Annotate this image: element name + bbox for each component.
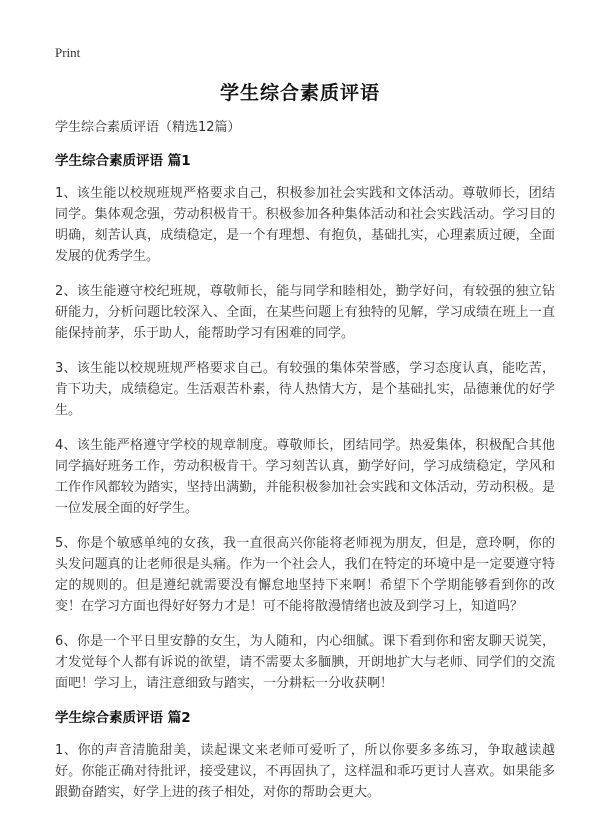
paragraph: 2、该生能遵守校纪班规，尊敬师长，能与同学和睦相处，勤学好问，有较强的独立钻研能力，分析问题比较深入、全面，在某些问题上有独特的见解，学习成绩在班上一直能保持前茅，乐于助人，能帮助学习有困难的同学。 <box>55 284 555 341</box>
print-link[interactable]: Print <box>55 45 81 60</box>
paragraph: 4、该生能严格遵守学校的规章制度。尊敬师长，团结同学。热爱集体，积极配合其他同学搞好班务工作，劳动积极肯干。学习刻苦认真，勤学好问，学习成绩稳定，学风和工作作风都较为踏实，坚持出满勤，并能积极参加社会实践和文体活动，劳动积极。是一位发展全面的好学生。 <box>55 438 555 516</box>
paragraph: 3、该生能以校规班规严格要求自己。有较强的集体荣誉感，学习态度认真，能吃苦，肯下功夫，成绩稳定。生活艰苦朴素，待人热情大方，是个基础扎实，品德兼优的好学生。 <box>55 361 555 418</box>
document-body <box>55 118 555 817</box>
document-subtitle: 学生综合素质评语（精选12篇） <box>55 120 241 135</box>
section-heading: 学生综合素质评语 篇1 <box>55 153 191 169</box>
paragraph: 1、该生能以校规班规严格要求自己，积极参加社会实践和文体活动。尊敬师长，团结同学。集体观念强，劳动积极肯干。积极参加各种集体活动和社会实践活动。学习目的明确，刻苦认真，成绩稳定，是一个有理想、有抱负，基础扎实，心理素质过硬，全面发展的优秀学生。 <box>55 186 555 264</box>
section-2 <box>55 708 555 803</box>
paragraph: 1、你的声音清脆甜美，读起课文来老师可爱听了，所以你要多多练习，争取越读越好。你能正确对待批评，接受建议，不再固执了，这样温和乖巧更讨人喜欢。如果能多跟勤奋踏实，好学上进的孩子相处，对你的帮助会更大。 <box>55 743 555 800</box>
paragraph: 5、你是个敏感单纯的女孩，我一直很高兴你能将老师视为朋友，但是，意玲啊，你的头发问题真的让老师很是头痛。作为一个社会人，我们在特定的环境中是一定要遵守特定的规则的。但是遵纪就需要没有懈怠地坚持下来啊！希望下个学期能够看到你的改变！在学习方面也得好好努力才是！可不能将散漫情绪也波及到学习上，知道吗？ <box>55 536 555 614</box>
section-1 <box>55 151 555 694</box>
paragraph: 6、你是一个平日里安静的女生，为人随和，内心细腻。课下看到你和密友聊天说笑，才发觉每个人都有诉说的欲望，请不需要太多腼腆，开朗地扩大与老师、同学们的交流面吧！学习上，请注意细致与踏实，一分耕耘一分收获啊！ <box>55 634 555 691</box>
page-title: 学生综合素质评语 <box>219 82 380 104</box>
section-heading: 学生综合素质评语 篇2 <box>55 710 191 726</box>
